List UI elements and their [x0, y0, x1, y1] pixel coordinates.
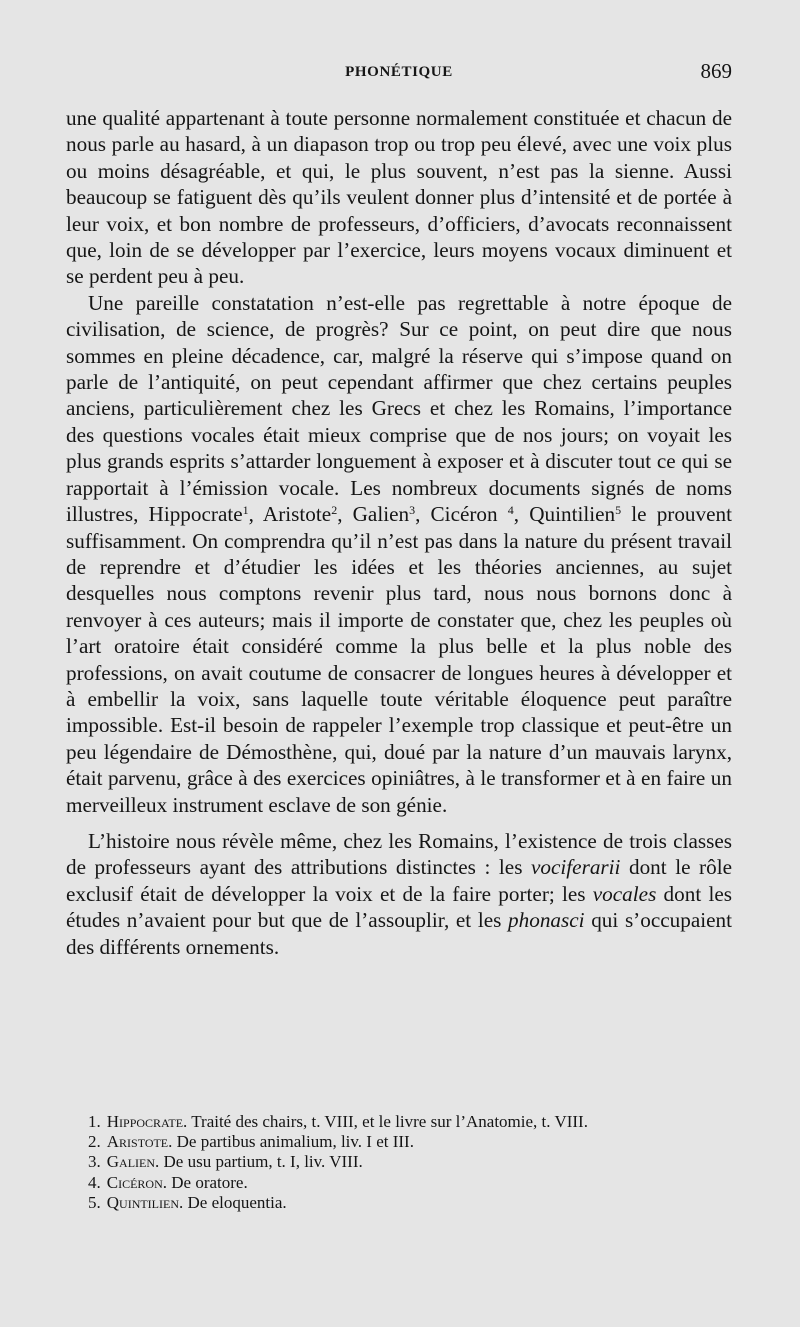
- footnote-text: De partibus animalium, liv. I et III.: [172, 1132, 414, 1152]
- footnote-ref: 1: [242, 503, 249, 518]
- text-run: dont les études n’avaient pour but que de l’assouplir, et les: [66, 881, 732, 933]
- latin-term: vociferarii: [531, 855, 621, 880]
- paragraph-1: [66, 105, 732, 290]
- page-number: 869: [700, 59, 732, 83]
- footnote-text: Traité des chairs, t. VIII, et le livre sur l’Anatomie, t. VIII.: [187, 1112, 588, 1131]
- text-run: dont le rôle exclusif était de développer la voix et de la faire porter; les: [66, 855, 732, 906]
- paragraph-3: [66, 828, 732, 960]
- footnote-number: 4.: [88, 1172, 101, 1192]
- text-run: , Quintilien: [513, 502, 616, 527]
- latin-term: phonasci: [508, 908, 585, 933]
- footnote-number: 3.: [88, 1152, 101, 1172]
- footnote-author: Hippocrate.: [106, 1112, 188, 1131]
- text-run: , Aristote: [248, 502, 332, 527]
- footnote-ref: 5: [615, 503, 622, 518]
- footnote-3: [66, 1152, 732, 1172]
- footnote-ref: 3: [409, 503, 416, 518]
- footnote-text: De eloquentia.: [183, 1192, 287, 1212]
- text-run: , Cicéron: [415, 502, 508, 527]
- running-head: [66, 58, 732, 88]
- text-run: , Galien: [337, 502, 410, 527]
- footnote-5: [66, 1193, 732, 1213]
- text-run: Une pareille constatation n’est-elle pas regrettable à notre époque de civilisation, de science, de progrès? Sur ce point, on peut dire que nous sommes en pleine décadence, car, malgré la réserve qui s’impose quand on parle de l’antiquité, on peut cependant affirmer que chez certains peuples anciens, particulièrement chez les Grecs et chez les Romains, l’importance des questions vocales était mieux comprise que de nos jours; on voyait les plus grands esprits s’attarder longuement à exposer et à discuter tout ce qui se rapportait à l’émission vocale. Les nombreux documents signés de noms illustres, Hippocrate: [66, 290, 732, 527]
- footnote-2: [66, 1132, 732, 1152]
- footnote-ref: 2: [331, 503, 338, 518]
- text-run: une qualité appartenant à toute personne normalement constituée et chacun de nous parle au hasard, à un diapason trop ou trop peu élevé, avec une voix plus ou moins désagréable, et qui, le plus souvent, n’est pas la sienne. Aussi beaucoup se fatiguent dès qu’ils veulent donner plus d’intensité et de portée à leur voix, et bon nombre de professeurs, d’officiers, d’avocats reconnaissent que, loin de se développer par l’exercice, leurs moyens vocaux diminuent et se perdent peu à peu.: [66, 106, 732, 289]
- footnotes: [66, 1112, 732, 1213]
- latin-term: vocales: [592, 881, 657, 906]
- footnote-author: Cicéron.: [106, 1172, 168, 1192]
- footnote-number: 2.: [88, 1132, 101, 1152]
- footnote-author: Aristote.: [106, 1132, 173, 1152]
- running-title: PHONÉTIQUE: [345, 64, 453, 80]
- footnote-number: 1.: [88, 1112, 101, 1131]
- footnote-author: Quintilien.: [106, 1192, 184, 1212]
- footnote-1: [66, 1112, 732, 1132]
- text-run: L’histoire nous révèle même, chez les Romains, l’existence de trois classes de professeurs ayant des attributions distinctes : les: [66, 828, 732, 880]
- footnote-number: 5.: [88, 1192, 101, 1212]
- footnote-author: Galien.: [106, 1152, 160, 1172]
- footnote-text: De usu partium, t. I, liv. VIII.: [159, 1152, 363, 1172]
- text-run: qui s’occupaient des différents ornements.: [66, 908, 733, 959]
- footnote-4: [66, 1173, 732, 1193]
- paragraph-2: [66, 290, 732, 818]
- footnote-text: De oratore.: [167, 1172, 248, 1192]
- body-text: [66, 105, 732, 960]
- text-run: le prouvent suffisamment. On comprendra qu’il n’est pas dans la nature du présent travail de reprendre et d’étudier les idées et les théories anciennes, au sujet desquelles nous comptons revenir plus tard, nous nous bornons donc à renvoyer à ces auteurs; mais il importe de constater que, chez les peuples où l’art oratoire était considéré comme la plus belle et la plus noble des professions, on avait coutume de consacrer de longues heures à développer et à embellir la voix, sans laquelle toute véritable éloquence peut paraître impossible. Est-il besoin de rappeler l’exemple trop classique et peut-être un peu légendaire de Démosthène, qui, doué par la nature d’un mauvais larynx, était parvenu, grâce à des exercices opiniâtres, à le transformer et à en faire un merveilleux instrument esclave de son génie.: [66, 502, 733, 817]
- footnote-ref: 4: [507, 503, 514, 518]
